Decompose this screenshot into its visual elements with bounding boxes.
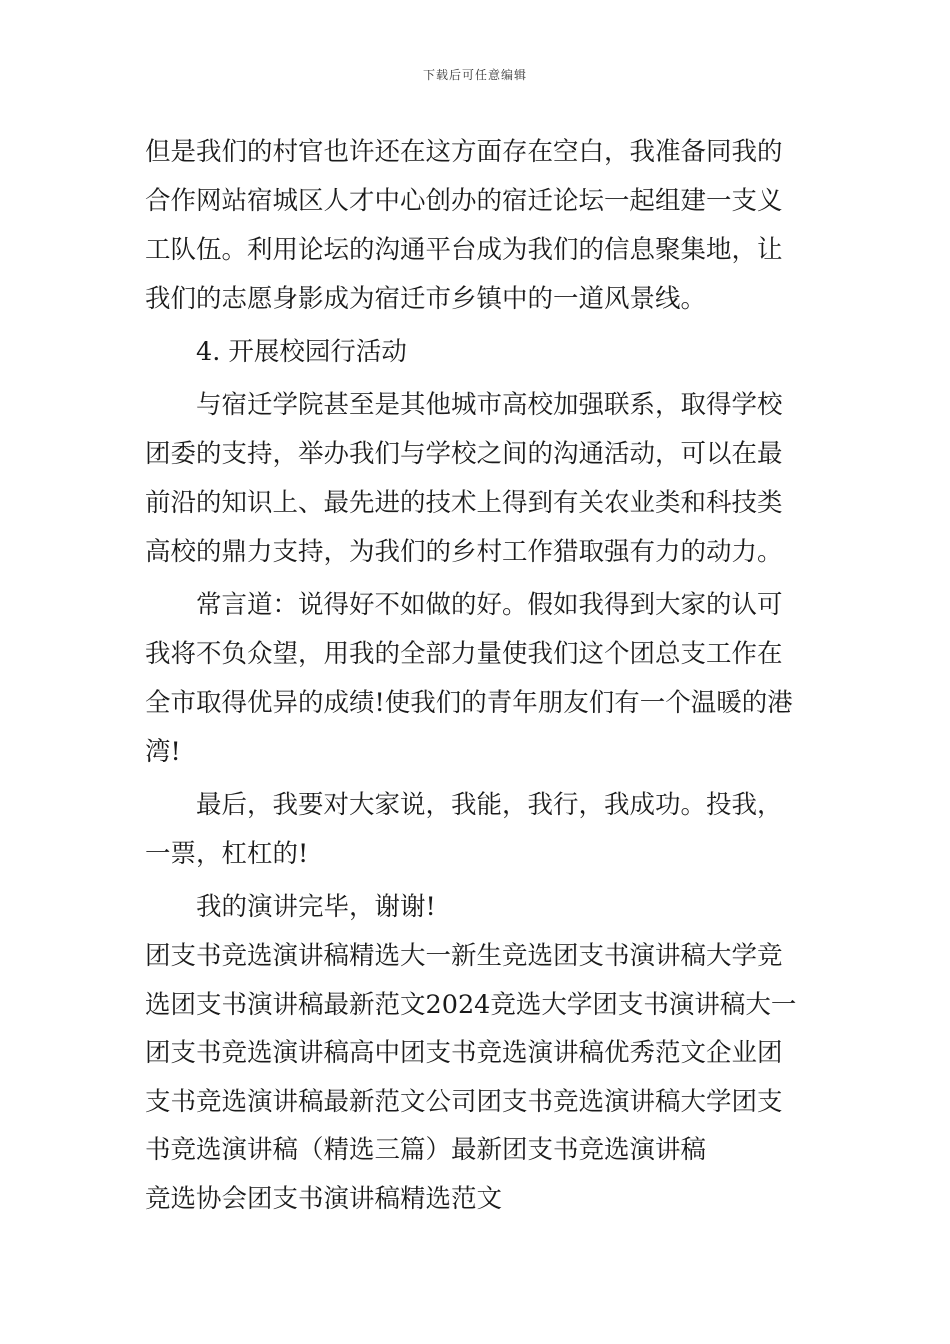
text-line: 全市取得优异的成绩!使我们的青年朋友们有一个温暖的港 (145, 688, 793, 718)
text-line: 我将不负众望，用我的全部力量使我们这个团总支工作在 (145, 639, 783, 669)
text-line: 但是我们的村官也许还在这方面存在空白，我准备同我的 (145, 137, 783, 167)
text-line: 合作网站宿城区人才中心创办的宿迁论坛一起组建一支义 (145, 186, 783, 216)
text-line: 与宿迁学院甚至是其他城市高校加强联系，取得学校 (196, 390, 783, 420)
paragraph-campus-activity (145, 381, 813, 577)
document-body (145, 128, 813, 1223)
related-articles (145, 932, 813, 1223)
text-line: 团委的支持，举办我们与学校之间的沟通活动，可以在最 (145, 439, 783, 469)
paragraph-closing (145, 781, 813, 879)
section-heading: 4. 开展校园行活动 (196, 337, 407, 367)
text-line: 高校的鼎力支持，为我们的乡村工作猎取强有力的动力。 (145, 537, 783, 567)
related-line: 支书竞选演讲稿最新范文公司团支书竞选演讲稿大学团支 (145, 1086, 783, 1117)
paragraph-thanks: 我的演讲完毕，谢谢! (196, 892, 436, 922)
page-header-note: 下载后可任意编辑 (422, 68, 527, 82)
text-line: 湾! (145, 737, 181, 767)
related-line: 选团支书演讲稿最新范文2024竞选大学团支书演讲稿大一 (145, 989, 797, 1020)
text-line: 常言道：说得好不如做的好。假如我得到大家的认可 (196, 590, 783, 620)
related-line: 书竞选演讲稿（精选三篇）最新团支书竞选演讲稿 (145, 1135, 707, 1165)
related-line: 竞选协会团支书演讲稿精选范文 (145, 1183, 503, 1214)
paragraph-volunteer-team (145, 128, 813, 324)
related-line: 团支书竞选演讲稿高中团支书竞选演讲稿优秀范文企业团 (145, 1038, 783, 1068)
text-line: 一票，杠杠的! (145, 839, 309, 869)
text-line: 工队伍。利用论坛的沟通平台成为我们的信息聚集地，让 (145, 235, 783, 265)
text-line: 我们的志愿身影成为宿迁市乡镇中的一道风景线。 (145, 284, 707, 314)
related-line: 团支书竞选演讲稿精选大一新生竞选团支书演讲稿大学竞 (145, 941, 783, 971)
text-line: 前沿的知识上、最先进的技术上得到有关农业类和科技类 (145, 488, 783, 518)
text-line: 最后，我要对大家说，我能，我行，我成功。投我， (196, 790, 783, 820)
paragraph-commitment (145, 581, 813, 777)
